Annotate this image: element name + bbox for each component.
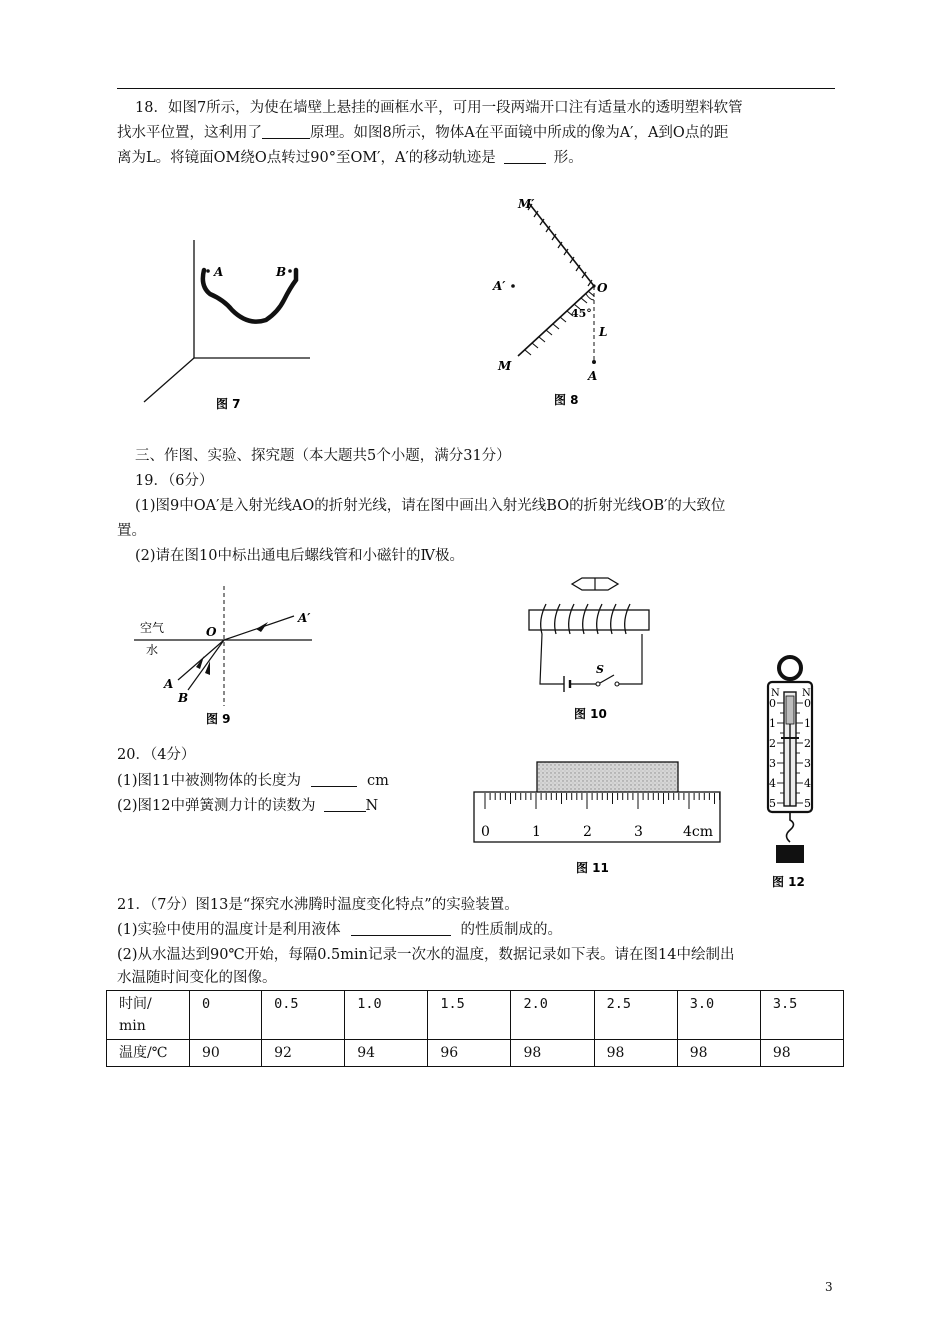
top-rule	[117, 88, 835, 89]
fig10-label-s: S	[596, 663, 604, 676]
fig9-arrow-ao	[196, 656, 204, 669]
fig12-unit-right: N	[802, 688, 811, 699]
table-cell: 94	[345, 1040, 428, 1067]
fig7-wall-diagonal	[144, 358, 194, 402]
figure-12	[755, 650, 835, 895]
table-cell: 98	[594, 1040, 677, 1067]
fig10-wire-left	[540, 634, 564, 684]
fig9-arrow-oa-prime	[256, 622, 268, 632]
fig12-top-ring	[779, 657, 801, 679]
table-cell: 0	[190, 991, 262, 1040]
fig7-caption: 图 7	[216, 397, 241, 411]
fig12-scale-right-2: 2	[804, 737, 811, 750]
fig10-solenoid-core	[529, 610, 649, 630]
table-row-temp	[107, 1040, 844, 1067]
figure-8	[480, 190, 630, 410]
q20-blank-2[interactable]	[324, 796, 366, 812]
figure-11	[470, 756, 730, 880]
fig7-label-b: B	[276, 265, 287, 279]
fig8-label-a: A	[588, 369, 598, 383]
fig7-label-a: A	[214, 265, 224, 279]
table-header-temp: 温度/℃	[107, 1040, 190, 1067]
fig12-caption: 图 12	[772, 875, 805, 889]
fig8-label-o: O	[597, 281, 608, 295]
q18-line1: 18．如图7所示，为使在墙壁上悬挂的画框水平，可用一段两端开口注有适量水的透明塑料软管	[135, 100, 743, 116]
fig12-hook	[787, 812, 794, 842]
fig9-incident-ray-ao	[178, 640, 224, 680]
table-cell: 0.5	[262, 991, 345, 1040]
fig8-label-a-prime: A′	[493, 279, 506, 293]
fig8-label-angle: 45°	[571, 307, 592, 320]
q20-blank-1[interactable]	[311, 771, 357, 787]
table-cell: 98	[760, 1040, 843, 1067]
section-3-heading: 三、作图、实验、探究题（本大题共5个小题，满分31分）	[135, 448, 511, 464]
q21-part2-line2: 水温随时间变化的图像。	[117, 970, 277, 986]
table-cell: 98	[511, 1040, 594, 1067]
fig10-switch-lever	[600, 675, 614, 683]
fig11-tick-1: 1	[532, 824, 541, 840]
fig7-point-b	[288, 269, 292, 273]
fig8-mirror-om	[518, 286, 594, 356]
fig12-scale-left-2: 2	[769, 737, 776, 750]
table-cell: 98	[677, 1040, 760, 1067]
q20-part2	[117, 794, 378, 819]
fig7-point-a	[206, 269, 210, 273]
fig10-switch-pivot	[596, 682, 600, 686]
figure-7	[130, 230, 320, 420]
figure-9	[130, 580, 330, 730]
fig8-point-a	[592, 360, 596, 364]
fig11-measured-object	[537, 762, 678, 794]
fig12-scale-right-4: 4	[804, 777, 811, 790]
fig8-label-m-prime: M′	[518, 197, 535, 211]
table-header-time: 时间/ min	[107, 991, 190, 1040]
fig12-weight	[776, 845, 804, 863]
table-cell: 90	[190, 1040, 262, 1067]
fig8-label-l: L	[599, 325, 608, 339]
q21-part1	[117, 918, 562, 943]
q18-line2-a: 找水平位置，这利用了	[117, 125, 262, 141]
q20-part1	[117, 769, 389, 794]
q19-header: 19．（6分）	[135, 473, 214, 489]
fig12-spring	[786, 696, 794, 724]
page-number: 3	[825, 1280, 833, 1294]
table-cell: 2.0	[511, 991, 594, 1040]
q19-part1-line2: 置。	[117, 523, 146, 539]
table-cell: 1.0	[345, 991, 428, 1040]
data-table	[106, 990, 844, 1067]
fig12-scale-left-4: 4	[769, 777, 776, 790]
table-cell: 96	[428, 1040, 511, 1067]
fig9-label-air: 空气	[140, 621, 165, 635]
figure-10	[520, 572, 660, 722]
q21-part2-line1: (2)从水温达到90℃开始，每隔0.5min记录一次水的温度，数据记录如下表。请在图14中绘制出	[117, 947, 735, 963]
fig8-label-m: M	[498, 359, 512, 373]
fig9-incident-ray-bo	[188, 640, 224, 690]
fig10-caption: 图 10	[574, 707, 607, 721]
fig11-tick-3: 3	[634, 824, 643, 840]
q20-part2-unit: N	[365, 798, 379, 814]
q20-part1-text: (1)图11中被测物体的长度为	[117, 773, 301, 789]
q21-part1-a: (1)实验中使用的温度计是利用液体	[117, 922, 341, 938]
fig9-caption: 图 9	[206, 712, 231, 726]
fig12-scale-left-0: 0	[769, 697, 776, 710]
q21-header: 21．（7分）图13是“探究水沸腾时温度变化特点”的实验装置。	[117, 897, 519, 913]
table-cell: 3.0	[677, 991, 760, 1040]
fig9-label-b: B	[178, 691, 189, 705]
q18-blank-1[interactable]	[262, 123, 310, 139]
q20-part2-text: (2)图12中弹簧测力计的读数为	[117, 798, 316, 814]
fig8-point-a-prime	[511, 284, 515, 288]
q21-part1-b: 的性质制成的。	[460, 922, 563, 938]
fig12-scale-right-5: 5	[804, 797, 811, 810]
q21-blank-1[interactable]	[351, 920, 451, 936]
fig9-label-a-prime: A′	[298, 611, 311, 625]
fig11-caption: 图 11	[576, 861, 609, 875]
fig10-wire-right	[619, 634, 642, 684]
fig12-scale-right-0: 0	[804, 697, 811, 710]
fig9-label-o: O	[206, 625, 217, 639]
q18-line3	[117, 146, 583, 171]
table-cell: 2.5	[594, 991, 677, 1040]
fig9-label-a: A	[164, 677, 174, 691]
fig12-unit-left: N	[771, 688, 780, 699]
table-cell: 92	[262, 1040, 345, 1067]
fig8-caption: 图 8	[554, 393, 579, 407]
fig12-scale-left-1: 1	[769, 717, 776, 730]
fig9-label-water: 水	[146, 643, 159, 657]
q20-part1-unit: cm	[367, 773, 389, 789]
table-row-time	[107, 991, 844, 1040]
fig12-scale-left-3: 3	[769, 757, 776, 770]
q19-part2: (2)请在图10中标出通电后螺线管和小磁针的Ⅳ极。	[135, 548, 464, 564]
fig11-tick-2: 2	[583, 824, 592, 840]
fig11-tick-4: 4cm	[683, 824, 714, 840]
table-cell: 3.5	[760, 991, 843, 1040]
q18-line2-b: 原理。如图8所示，物体A在平面镜中所成的像为A′，A到O点的距	[310, 125, 729, 141]
fig11-tick-0: 0	[481, 824, 490, 840]
q20-header: 20．（4分）	[117, 747, 196, 763]
fig8-mirror-om-prime-hatching	[528, 204, 592, 286]
fig8-point-o	[592, 284, 595, 287]
table-cell: 1.5	[428, 991, 511, 1040]
q19-part1-line1: (1)图9中OA′是入射光线AO的折射光线，请在图中画出入射光线BO的折射光线OB′的大致位	[135, 498, 726, 514]
fig8-mirror-om-hatching	[525, 291, 594, 355]
fig12-scale-left-5: 5	[769, 797, 776, 810]
fig12-scale-right-3: 3	[804, 757, 811, 770]
fig12-scale-right-1: 1	[804, 717, 811, 730]
q18-line3-a: 离为L。将镜面OM绕O点转过90°至OM′，A′的移动轨迹是	[117, 150, 496, 166]
q18-blank-2[interactable]	[504, 148, 546, 164]
q18-line3-b: 形。	[553, 150, 583, 166]
q18-line2	[117, 121, 728, 146]
